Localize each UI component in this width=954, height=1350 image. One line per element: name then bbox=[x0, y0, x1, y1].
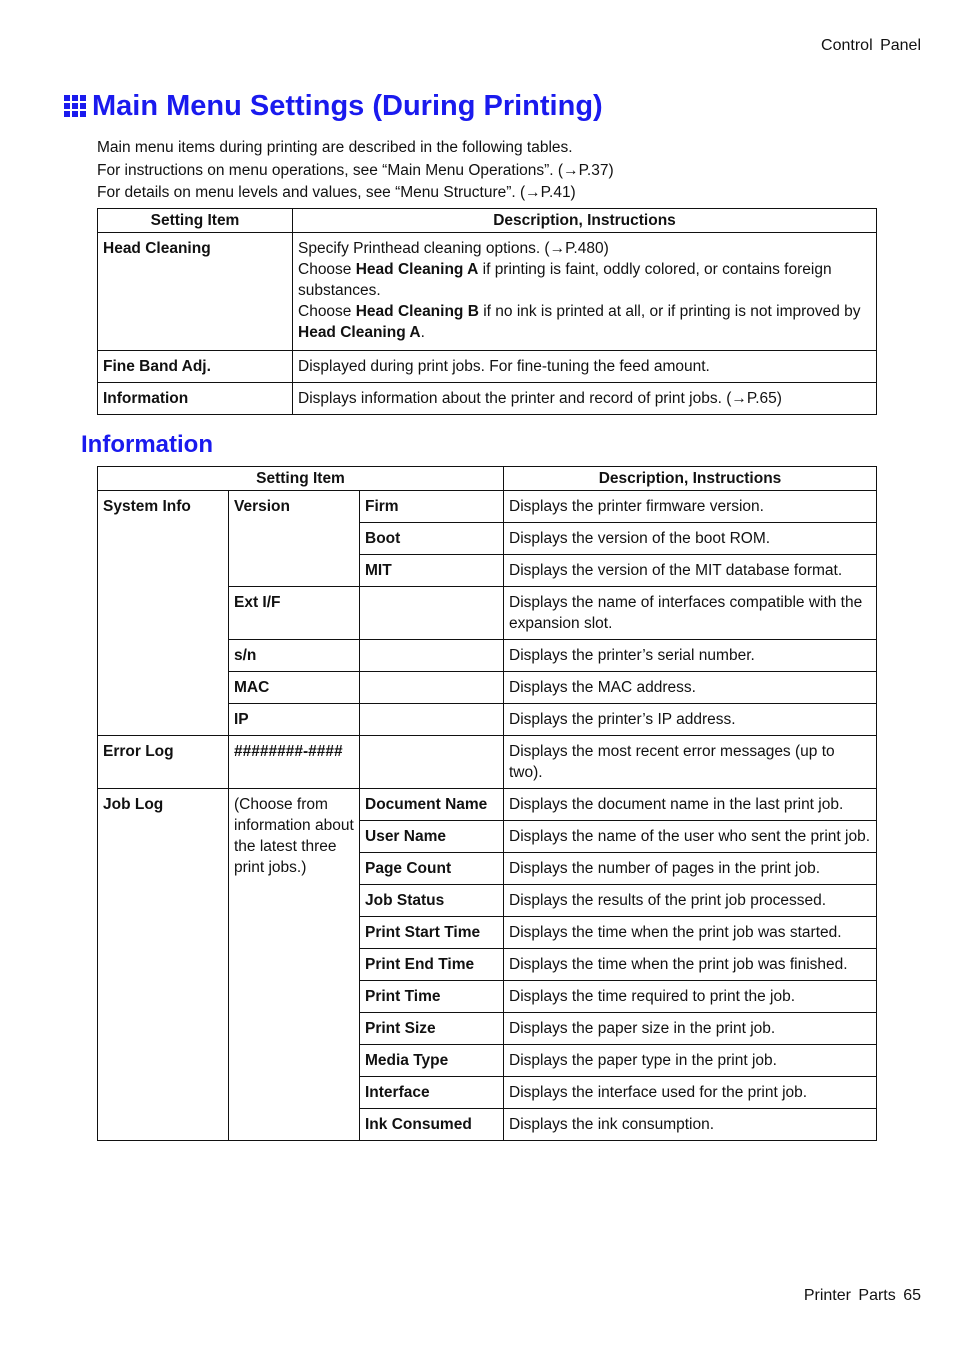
section-title: Information bbox=[81, 431, 213, 458]
page-footer bbox=[804, 1287, 921, 1305]
description: Displays the most recent error messages (up to two). bbox=[504, 736, 877, 789]
empty-cell bbox=[360, 640, 504, 672]
description-line: Specify Printhead cleaning options. (→P.480) bbox=[298, 240, 609, 257]
table-row bbox=[98, 491, 877, 523]
column-header-description: Description, Instructions bbox=[293, 209, 877, 233]
item-label: Print Size bbox=[360, 1013, 504, 1045]
description: Displays the paper type in the print job. bbox=[504, 1045, 877, 1077]
description: Displays the results of the print job processed. bbox=[504, 885, 877, 917]
sub-label: IP bbox=[229, 704, 360, 736]
sub-label: MAC bbox=[229, 672, 360, 704]
setting-item: Fine Band Adj. bbox=[98, 351, 293, 383]
table-row bbox=[98, 233, 877, 351]
intro-text bbox=[97, 137, 614, 205]
empty-cell bbox=[360, 736, 504, 789]
description: Displays the document name in the last print job. bbox=[504, 789, 877, 821]
sub-label: Version bbox=[229, 491, 360, 587]
sub-label: s/n bbox=[229, 640, 360, 672]
item-label: Document Name bbox=[360, 789, 504, 821]
item-label: Interface bbox=[360, 1077, 504, 1109]
main-menu-table bbox=[97, 208, 877, 415]
description: Displays the version of the boot ROM. bbox=[504, 523, 877, 555]
intro-line: Main menu items during printing are described in the following tables. bbox=[97, 139, 573, 156]
description: Displays the version of the MIT database format. bbox=[504, 555, 877, 587]
intro-line: For instructions on menu operations, see “Main Menu Operations”. (→P.37) bbox=[97, 161, 614, 179]
table-row bbox=[98, 383, 877, 415]
item-label: Ink Consumed bbox=[360, 1109, 504, 1141]
description-text: if printing is faint, oddly colored, or contains foreign substances. bbox=[298, 261, 832, 299]
item-label: Boot bbox=[360, 523, 504, 555]
description: Displays the time required to print the job. bbox=[504, 981, 877, 1013]
description-text: Choose bbox=[298, 261, 356, 278]
description: Displays the MAC address. bbox=[504, 672, 877, 704]
description: Displays the printer firmware version. bbox=[504, 491, 877, 523]
description: Displayed during print jobs. For fine-tuning the feed amount. bbox=[293, 351, 877, 383]
description: Displays the printer’s serial number. bbox=[504, 640, 877, 672]
menu-name: Head Cleaning A bbox=[298, 324, 421, 341]
description: Displays information about the printer and record of print jobs. (→P.65) bbox=[293, 383, 877, 415]
page-number: 65 bbox=[903, 1287, 921, 1304]
group-label: Job Log bbox=[98, 789, 229, 1141]
item-label: Media Type bbox=[360, 1045, 504, 1077]
menu-name: Head Cleaning A bbox=[355, 261, 479, 278]
page-title: Main Menu Settings (During Printing) bbox=[92, 90, 603, 122]
description: Displays the paper size in the print job. bbox=[504, 1013, 877, 1045]
empty-cell bbox=[360, 587, 504, 640]
information-table bbox=[97, 466, 877, 1141]
item-label: Print End Time bbox=[360, 949, 504, 981]
menu-name: Head Cleaning B bbox=[355, 303, 479, 320]
item-label: Print Time bbox=[360, 981, 504, 1013]
footer-section: Printer Parts bbox=[803, 1287, 896, 1304]
description: Displays the ink consumption. bbox=[504, 1109, 877, 1141]
running-header: Control Panel bbox=[821, 37, 921, 54]
item-label: Print Start Time bbox=[360, 917, 504, 949]
title-row bbox=[64, 88, 603, 124]
item-label: Page Count bbox=[360, 853, 504, 885]
column-header-setting-item: Setting Item bbox=[98, 467, 504, 491]
sub-label-note: (Choose from information about the latest three print jobs.) bbox=[229, 789, 360, 1141]
description bbox=[293, 233, 877, 351]
item-label: User Name bbox=[360, 821, 504, 853]
setting-item: Information bbox=[98, 383, 293, 415]
description: Displays the name of interfaces compatible with the expansion slot. bbox=[504, 587, 877, 640]
description: Displays the printer’s IP address. bbox=[504, 704, 877, 736]
sub-label: ########-#### bbox=[229, 736, 360, 789]
group-label: Error Log bbox=[98, 736, 229, 789]
description-text: . bbox=[420, 324, 425, 341]
grid-icon bbox=[64, 95, 86, 117]
table-row bbox=[98, 789, 877, 821]
column-header-description: Description, Instructions bbox=[504, 467, 877, 491]
description: Displays the name of the user who sent the print job. bbox=[504, 821, 877, 853]
empty-cell bbox=[360, 704, 504, 736]
description-text: Choose bbox=[298, 303, 356, 320]
intro-line: For details on menu levels and values, see “Menu Structure”. (→P.41) bbox=[97, 184, 576, 201]
table-row bbox=[98, 351, 877, 383]
description: Displays the interface used for the print job. bbox=[504, 1077, 877, 1109]
table-row bbox=[98, 736, 877, 789]
column-header-setting-item: Setting Item bbox=[98, 209, 293, 233]
group-label: System Info bbox=[98, 491, 229, 736]
item-label: Job Status bbox=[360, 885, 504, 917]
setting-item: Head Cleaning bbox=[98, 233, 293, 351]
sub-label: Ext I/F bbox=[229, 587, 360, 640]
description: Displays the time when the print job was finished. bbox=[504, 949, 877, 981]
description: Displays the time when the print job was started. bbox=[504, 917, 877, 949]
item-label: MIT bbox=[360, 555, 504, 587]
empty-cell bbox=[360, 672, 504, 704]
description-text: if no ink is printed at all, or if printing is not improved by bbox=[478, 303, 861, 320]
description: Displays the number of pages in the print job. bbox=[504, 853, 877, 885]
item-label: Firm bbox=[360, 491, 504, 523]
